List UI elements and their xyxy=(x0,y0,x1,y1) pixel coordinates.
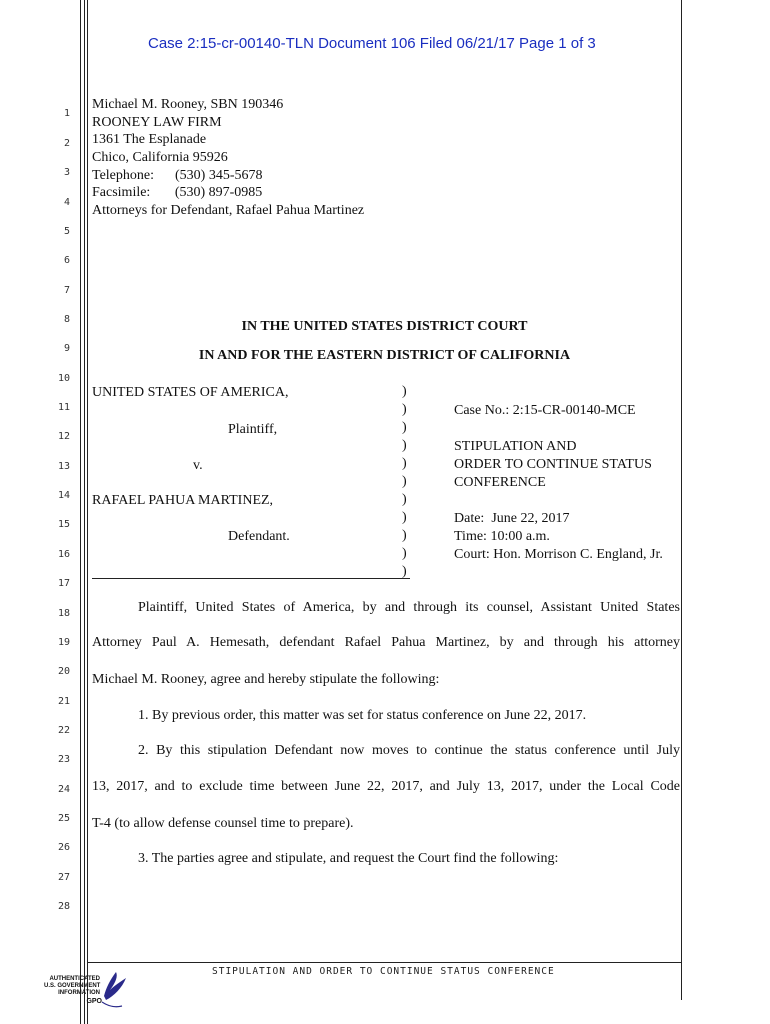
attorney-line: Chico, California 95926 xyxy=(92,150,228,165)
gpo-seal-line: AUTHENTICATED xyxy=(49,976,100,982)
line-number: 27 xyxy=(57,872,70,883)
caption-paren: ) xyxy=(402,402,407,417)
hearing-court: Court: Hon. Morrison C. England, Jr. xyxy=(454,547,663,562)
line-number: 5 xyxy=(63,226,70,237)
line-number: 10 xyxy=(57,373,70,384)
footer-rule xyxy=(88,962,681,963)
line-number: 25 xyxy=(57,813,70,824)
caption-paren: ) xyxy=(402,510,407,525)
line-number: 2 xyxy=(63,138,70,149)
line-number: 20 xyxy=(57,666,70,677)
caption-paren: ) xyxy=(402,492,407,507)
left-margin-rule xyxy=(80,0,81,1024)
hearing-time: Time: 10:00 a.m. xyxy=(454,529,550,544)
body-line: Michael M. Rooney, agree and hereby stipulate the following: xyxy=(92,672,440,687)
body-line: Attorney Paul A. Hemesath, defendant Rafael Pahua Martinez, by and through his attorney xyxy=(92,635,680,650)
line-number: 26 xyxy=(57,842,70,853)
caption-paren: ) xyxy=(402,438,407,453)
line-number: 13 xyxy=(57,461,70,472)
line-number: 14 xyxy=(57,490,70,501)
filing-header-stamp: Case 2:15-cr-00140-TLN Document 106 Filed 06/21/17 Page 1 of 3 xyxy=(148,35,596,52)
line-number: 16 xyxy=(57,549,70,560)
caption-paren: ) xyxy=(402,420,407,435)
left-margin-rule-inner xyxy=(84,0,85,1024)
line-number: 4 xyxy=(63,197,70,208)
versus: v. xyxy=(193,458,203,473)
body-line: T-4 (to allow defense counsel time to prepare). xyxy=(92,816,354,831)
attorney-line: Michael M. Rooney, SBN 190346 xyxy=(92,97,284,112)
line-number: 24 xyxy=(57,784,70,795)
line-number: 19 xyxy=(57,637,70,648)
line-number: 17 xyxy=(57,578,70,589)
document-title-line: CONFERENCE xyxy=(454,475,546,490)
caption-paren: ) xyxy=(402,564,407,579)
line-number: 3 xyxy=(63,167,70,178)
defendant-role: Defendant. xyxy=(228,529,290,544)
attorney-line: Attorneys for Defendant, Rafael Pahua Martinez xyxy=(92,203,365,218)
line-number: 8 xyxy=(63,314,70,325)
defendant-name: RAFAEL PAHUA MARTINEZ, xyxy=(92,493,274,508)
court-title-line2: IN AND FOR THE EASTERN DISTRICT OF CALIFORNIA xyxy=(198,348,571,363)
caption-underline xyxy=(92,578,410,579)
line-number: 11 xyxy=(57,402,70,413)
line-number: 1 xyxy=(63,108,70,119)
line-number: 22 xyxy=(57,725,70,736)
body-line: 2. By this stipulation Defendant now moves to continue the status conference until July xyxy=(138,743,680,758)
line-number: 28 xyxy=(57,901,70,912)
attorney-line: Facsimile: (530) 897-0985 xyxy=(92,185,263,200)
caption-paren: ) xyxy=(402,474,407,489)
document-title-line: STIPULATION AND xyxy=(454,439,577,454)
case-number: Case No.: 2:15-CR-00140-MCE xyxy=(454,403,636,418)
line-number: 12 xyxy=(57,431,70,442)
attorney-line: 1361 The Esplanade xyxy=(92,132,207,147)
stipulation-item-1: 1. By previous order, this matter was set for status conference on June 22, 2017. xyxy=(138,708,587,723)
plaintiff-role: Plaintiff, xyxy=(228,422,278,437)
body-line: 13, 2017, and to exclude time between June 22, 2017, and July 13, 2017, under the Local Code xyxy=(92,779,680,794)
line-number: 15 xyxy=(57,519,70,530)
line-number: 23 xyxy=(57,754,70,765)
plaintiff-name: UNITED STATES OF AMERICA, xyxy=(92,385,289,400)
line-number: 6 xyxy=(63,255,70,266)
caption-paren: ) xyxy=(402,384,407,399)
right-margin-rule xyxy=(681,0,682,1000)
attorney-line: ROONEY LAW FIRM xyxy=(92,115,222,130)
gpo-seal-line: GPO xyxy=(86,998,102,1005)
line-number: 7 xyxy=(63,285,70,296)
gpo-seal-line: U.S. GOVERNMENT xyxy=(44,983,101,989)
court-title-line1: IN THE UNITED STATES DISTRICT COURT xyxy=(241,319,528,334)
attorney-line: Telephone: (530) 345-5678 xyxy=(92,168,263,183)
hearing-date: Date: June 22, 2017 xyxy=(454,511,570,526)
body-line: Plaintiff, United States of America, by and through its counsel, Assistant United States xyxy=(138,600,680,615)
line-number: 9 xyxy=(63,343,70,354)
gpo-seal-line: INFORMATION xyxy=(58,990,100,996)
line-number: 21 xyxy=(57,696,70,707)
stipulation-item-3: 3. The parties agree and stipulate, and request the Court find the following: xyxy=(138,851,559,866)
caption-paren: ) xyxy=(402,528,407,543)
gpo-seal xyxy=(44,970,134,1014)
caption-paren: ) xyxy=(402,456,407,471)
footer-title: STIPULATION AND ORDER TO CONTINUE STATUS CONFERENCE xyxy=(212,966,555,977)
left-margin-rule-inner2 xyxy=(87,0,88,1024)
line-number: 18 xyxy=(57,608,70,619)
caption-paren: ) xyxy=(402,546,407,561)
document-title-line: ORDER TO CONTINUE STATUS xyxy=(454,457,652,472)
